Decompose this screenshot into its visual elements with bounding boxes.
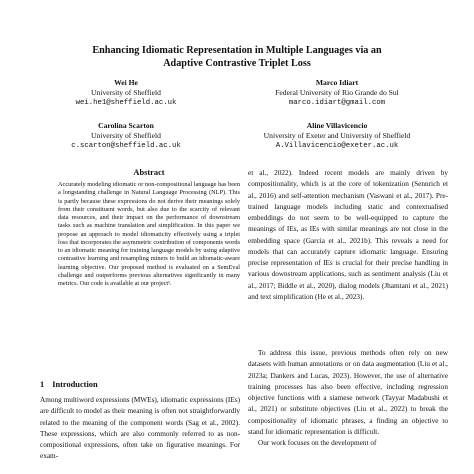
abstract-heading: Abstract	[133, 168, 165, 177]
author-affiliation: University of Exeter and University of Sheffield	[263, 131, 411, 140]
title-line-1: Enhancing Idiomatic Representation in Multiple Languages via an	[92, 45, 382, 56]
author-name: Wei He	[114, 78, 138, 87]
author-block-3	[56, 121, 196, 151]
author-block-1	[56, 78, 196, 108]
author-name: Aline Villavicencio	[306, 121, 368, 130]
author-email[interactable]: marco.idiart@gmail.com	[288, 99, 386, 107]
author-block-2	[238, 78, 436, 108]
section-number: 1	[40, 380, 45, 389]
intro-paragraph: Among multiword expressions (MWEs), idiomatic expressions (IEs) are difficult to model as their meaning is often not straightforwardly related to the meaning of the component words (Sag et al., 2002). These expressions, which are also commonly referred to as non-compositional expressions, often take on figurative meanings. For exam-	[40, 396, 240, 461]
author-block-4	[238, 121, 436, 151]
section-title: Introduction	[52, 380, 98, 389]
title-line-2: Adaptive Contrastive Triplet Loss	[163, 58, 311, 69]
author-name: Marco Idiart	[315, 78, 359, 87]
author-email[interactable]: wei.he1@sheffield.ac.uk	[75, 99, 177, 107]
author-name: Carolina Scarton	[98, 121, 154, 130]
author-affiliation: Federal University of Rio Grande do Sul	[275, 88, 399, 97]
section-heading	[40, 380, 240, 389]
right-column-paragraph-2: To address this issue, previous methods often rely on new datasets with human annotations or on data augmentation (Liu et al., 2023a; Dankers and Lucas, 2023). However, the use of alternative training processes has also been effective, including regression objective functions with a siamese network (Tayyar Madabushi et al., 2021) or substitute objectives (Liu et al., 2022) to break the compositionality of idiomatic phrases, a finding an objective to stand for idiomatic representation is difficult.	[248, 349, 448, 436]
right-column-lower	[248, 348, 448, 449]
author-affiliation: University of Sheffield	[91, 131, 161, 140]
author-email[interactable]: c.scarton@sheffield.ac.uk	[71, 142, 181, 150]
author-email[interactable]: A.Villavicencio@exeter.ac.uk	[275, 142, 399, 150]
paper-title	[30, 44, 444, 70]
abstract-text: Accurately modeling idiomatic or non-compositional language has been a longstanding challenge in Natural Language Processing (NLP). This is partly because these expressions do not derive their meanings solely from their constituent words, but also due to the scarcity of relevant data resources, and their impact on the performance of downstream tasks such as machine translation and simplification. In this paper we propose an approach to model idiomaticity effectively using a triplet loss that incorporates the asymmetric contribution of components words to an idiomatic meaning for training language models by using adaptive contrastive learning and resampling miners to build an idiomatic-aware learning objective. Our proposed method is evaluated on a SemEval challenge and outperforms previous alternatives significantly in many metrics. Our code is available at our project¹.	[58, 181, 240, 288]
right-column-paragraph-3: Our work focuses on the development of	[258, 439, 377, 447]
author-affiliation: University of Sheffield	[91, 88, 161, 97]
right-column-paragraph-1: et al., 2022). Indeed recent models are mainly driven by compositionality, which is at the core of tokenization (Sennrich et al., 2016) and self-attention mechanism (Vaswani et al., 2017). Pre-trained language models including static and contextualised embeddings do not seem to be well-equipped to capture the meanings of IEs, as IEs with similar meanings are not close in the embedding space (Garcia et al., 2021b). This reveals a need for models that can accurately capture idiomatic language. Ensuring precise representation of IEs is crucial for their precise handling in various downstream applications, such as sentiment analysis (Liu et al., 2017; Biddle et al., 2020), dialog models (Jhamtani et al., 2021) and text simplification (He et al., 2023).	[248, 169, 448, 301]
